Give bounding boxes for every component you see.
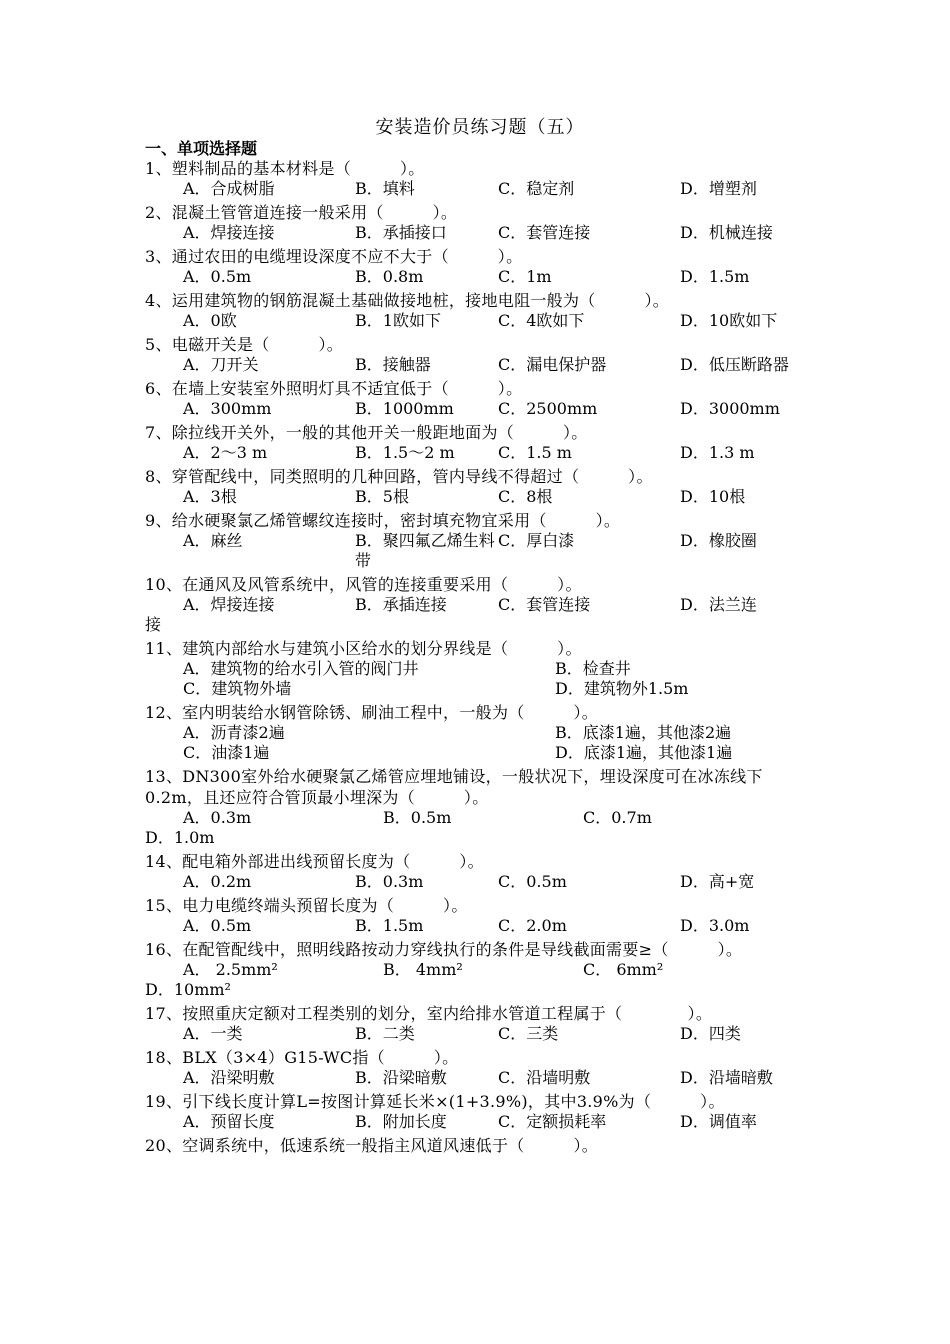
- answer-option: A．预留长度: [183, 1112, 275, 1131]
- answer-option: D．1.5m: [680, 267, 750, 286]
- question-item: [145, 466, 815, 507]
- answer-option: C．厚白漆: [498, 531, 575, 550]
- wrapped-option-text: D．10mm²: [145, 980, 231, 999]
- answer-option: D．3.0m: [680, 916, 750, 935]
- question-item: [145, 378, 815, 419]
- answer-option: A．0.5m: [183, 916, 252, 935]
- question-stem: 17、按照重庆定额对工程类别的划分，室内给排水管道工程属于（ ）。: [145, 1004, 713, 1023]
- answer-option: D．1.3 m: [680, 443, 755, 462]
- answer-option: D．沿墙暗敷: [680, 1068, 773, 1087]
- option-group: [145, 179, 815, 199]
- question-stem: 20、空调系统中，低速系统一般指主风道风速低于（ ）。: [145, 1136, 599, 1155]
- answer-option: A．300mm: [183, 399, 272, 418]
- question-item: [145, 574, 815, 635]
- answer-option: A．2～3 m: [183, 443, 268, 462]
- question-item: [145, 246, 815, 287]
- answer-option: B．1.5～2 m: [355, 443, 455, 462]
- question-stem: 18、BLX（3×4）G15-WC指（ ）。: [145, 1048, 459, 1067]
- question-item: [145, 290, 815, 331]
- answer-option: D．建筑物外1.5m: [555, 679, 689, 698]
- option-group: [145, 595, 815, 615]
- answer-option: D．调值率: [680, 1112, 757, 1131]
- answer-option: C．三类: [498, 1024, 559, 1043]
- answer-option: C．0.7m: [583, 808, 652, 827]
- answer-option: A．刀开关: [183, 355, 259, 374]
- answer-option: B．0.5m: [383, 808, 452, 827]
- option-group: [145, 808, 815, 828]
- question-item: [145, 1003, 815, 1044]
- question-stem: 12、室内明装给水钢管除锈、刷油工程中，一般为（ ）。: [145, 703, 599, 722]
- option-group: [145, 311, 815, 331]
- answer-option: A．沿梁明敷: [183, 1068, 275, 1087]
- answer-option: C．0.5m: [498, 872, 567, 891]
- answer-option: C．套管连接: [498, 223, 591, 242]
- answer-option: D．高+宽: [680, 872, 755, 891]
- answer-option: B．底漆1遍，其他漆2遍: [555, 723, 732, 742]
- question-stem: 11、建筑内部给水与建筑小区给水的划分界线是（ ）。: [145, 639, 582, 658]
- option-group: [145, 399, 815, 419]
- answer-option: A．沥青漆2遍: [183, 723, 285, 742]
- answer-option: C．1.5 m: [498, 443, 572, 462]
- answer-option: B．1欧如下: [355, 311, 441, 330]
- answer-option: D．机械连接: [680, 223, 773, 242]
- question-stem: 7、除拉线开关外，一般的其他开关一般距地面为（ ）。: [145, 423, 588, 442]
- question-item: [145, 1047, 815, 1088]
- answer-option: D．3000mm: [680, 399, 780, 418]
- answer-option: B．检查井: [555, 659, 631, 678]
- question-item: [145, 638, 815, 699]
- answer-option: D．低压断路器: [680, 355, 789, 374]
- question-stem: 19、引下线长度计算L=按图计算延长米×(1+3.9%)，其中3.9%为（ ）。: [145, 1092, 725, 1111]
- answer-option: C． 6mm²: [583, 960, 664, 979]
- answer-option: A．建筑物的给水引入管的阀门井: [183, 659, 419, 678]
- answer-option: C．2.0m: [498, 916, 567, 935]
- answer-option: C．4欧如下: [498, 311, 585, 330]
- question-item: [145, 158, 815, 199]
- answer-option: D．橡胶圈: [680, 531, 757, 550]
- answer-option: D．四类: [680, 1024, 741, 1043]
- option-group: [145, 223, 815, 243]
- answer-option: A．合成树脂: [183, 179, 275, 198]
- question-stem: 14、配电箱外部进出线预留长度为（ ）。: [145, 852, 484, 871]
- question-item: [145, 766, 815, 848]
- answer-option: C．漏电保护器: [498, 355, 607, 374]
- answer-option: D．法兰连: [680, 595, 757, 614]
- answer-option: A．3根: [183, 487, 237, 506]
- answer-option: B．0.8m: [355, 267, 424, 286]
- answer-option: C．1m: [498, 267, 552, 286]
- answer-option: C．8根: [498, 487, 553, 506]
- question-item: [145, 895, 815, 936]
- answer-option: A． 2.5mm²: [183, 960, 278, 979]
- question-list: [145, 158, 815, 1156]
- question-stem: 16、在配管配线中，照明线路按动力穿线执行的条件是导线截面需要≥（ ）。: [145, 940, 743, 959]
- option-group: [145, 723, 815, 763]
- question-item: [145, 334, 815, 375]
- wrapped-option-text: D．1.0m: [145, 828, 215, 847]
- answer-option: D．10根: [680, 487, 746, 506]
- option-group: [145, 960, 815, 980]
- option-group: [145, 1068, 815, 1088]
- answer-option: B．附加长度: [355, 1112, 447, 1131]
- section-heading: 一、单项选择题: [145, 139, 258, 158]
- answer-option: C．2500mm: [498, 399, 598, 418]
- option-group: [145, 1024, 815, 1044]
- option-group: [145, 487, 815, 507]
- question-stem: 2、混凝土管管道连接一般采用（ ）。: [145, 203, 458, 222]
- answer-option: B．承插接口: [355, 223, 447, 242]
- question-item: [145, 702, 815, 763]
- answer-option: D．增塑剂: [680, 179, 757, 198]
- question-stem: 4、运用建筑物的钢筋混凝土基础做接地桩，接地电阻一般为（ ）。: [145, 291, 670, 310]
- question-stem: 6、在墙上安装室外照明灯具不适宜低于（ ）。: [145, 379, 523, 398]
- answer-option: B．沿梁暗敷: [355, 1068, 447, 1087]
- answer-option: A．0.3m: [183, 808, 252, 827]
- answer-option: C．沿墙明敷: [498, 1068, 591, 1087]
- answer-option: D．10欧如下: [680, 311, 778, 330]
- answer-option: B．接触器: [355, 355, 431, 374]
- question-item: [145, 851, 815, 892]
- answer-option: C．定额损耗率: [498, 1112, 607, 1131]
- option-group: [145, 1112, 815, 1132]
- option-group: [145, 916, 815, 936]
- document-title: 安装造价员练习题（五）: [375, 117, 585, 138]
- question-stem: 10、在通风及风管系统中，风管的连接重要采用（ ）。: [145, 575, 582, 594]
- answer-option: B． 4mm²: [383, 960, 463, 979]
- question-item: [145, 202, 815, 243]
- answer-option: A．焊接连接: [183, 223, 275, 242]
- answer-option: C．油漆1遍: [183, 743, 270, 762]
- answer-option: A．0.5m: [183, 267, 252, 286]
- exam-document: [145, 118, 815, 1159]
- question-stem: 1、塑料制品的基本材料是（ ）。: [145, 159, 425, 178]
- option-group: [145, 443, 815, 463]
- answer-option: B．0.3m: [355, 872, 424, 891]
- answer-option: A．麻丝: [183, 531, 243, 550]
- question-stem: 3、通过农田的电缆埋设深度不应不大于（ ）。: [145, 247, 523, 266]
- option-group: [145, 872, 815, 892]
- answer-option: B．1.5m: [355, 916, 424, 935]
- answer-option: B．1000mm: [355, 399, 454, 418]
- option-group: [145, 531, 815, 571]
- question-item: [145, 422, 815, 463]
- question-stem: 9、给水硬聚氯乙烯管螺纹连接时，密封填充物宜采用（ ）。: [145, 511, 621, 530]
- answer-option: B．5根: [355, 487, 409, 506]
- answer-option: C．套管连接: [498, 595, 591, 614]
- option-group: [145, 267, 815, 287]
- answer-option: A．0欧: [183, 311, 237, 330]
- question-stem: 5、电磁开关是（ ）。: [145, 335, 344, 354]
- answer-option: B．二类: [355, 1024, 415, 1043]
- question-stem: 15、电力电缆终端头预留长度为（ ）。: [145, 896, 468, 915]
- answer-option: B．聚四氟乙烯生料带: [355, 531, 495, 570]
- question-stem: 8、穿管配线中，同类照明的几种回路，管内导线不得超过（ ）。: [145, 467, 653, 486]
- wrapped-option-text: 接: [145, 615, 162, 634]
- answer-option: C．稳定剂: [498, 179, 575, 198]
- answer-option: D．底漆1遍，其他漆1遍: [555, 743, 733, 762]
- question-stem: 13、DN300室外给水硬聚氯乙烯管应埋地铺设，一般状况下，埋设深度可在冰冻线下0.2m，且还应符合管顶最小埋深为（ ）。: [145, 767, 763, 807]
- answer-option: A．焊接连接: [183, 595, 275, 614]
- question-item: [145, 1135, 815, 1156]
- question-item: [145, 939, 815, 1000]
- answer-option: B．填料: [355, 179, 415, 198]
- answer-option: A．一类: [183, 1024, 243, 1043]
- option-group: [145, 659, 815, 699]
- question-item: [145, 1091, 815, 1132]
- option-group: [145, 355, 815, 375]
- answer-option: A．0.2m: [183, 872, 252, 891]
- question-item: [145, 510, 815, 571]
- answer-option: C．建筑物外墙: [183, 679, 292, 698]
- answer-option: B．承插连接: [355, 595, 447, 614]
